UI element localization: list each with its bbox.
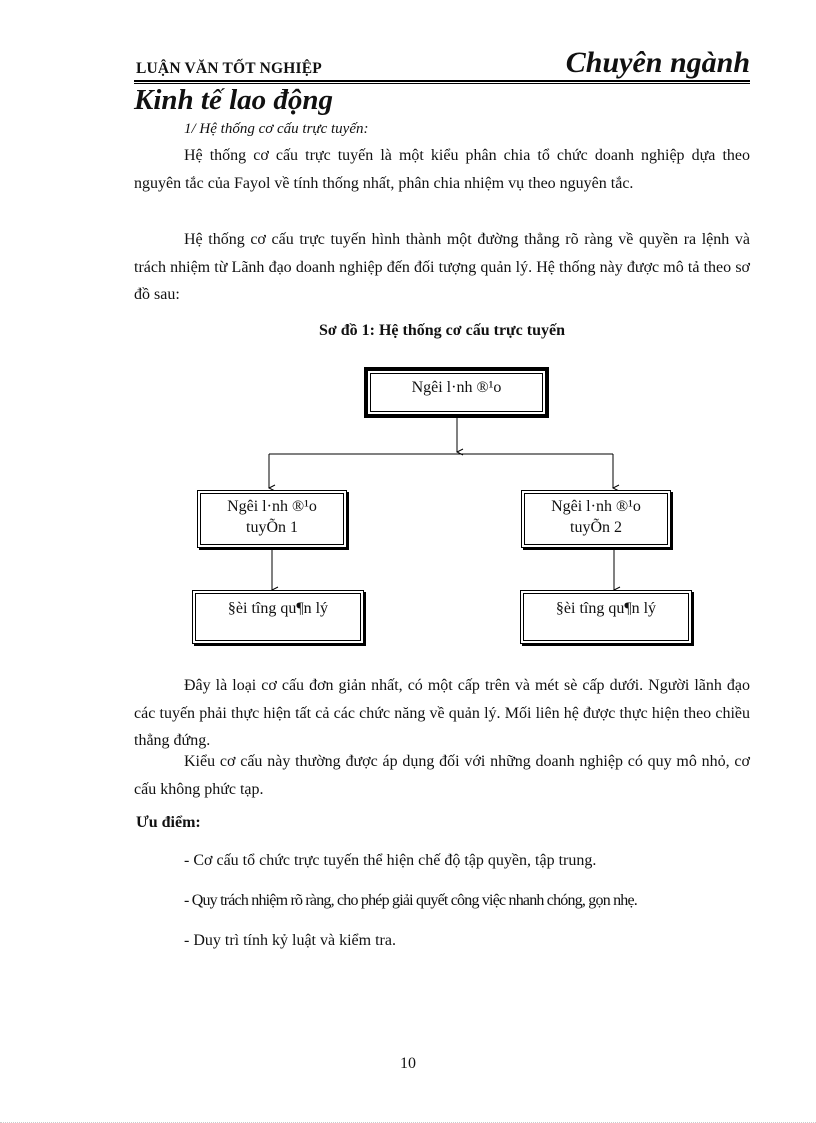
org-box-top-leader <box>364 367 549 418</box>
org-box-object1 <box>192 590 364 644</box>
paragraph-3 <box>134 672 750 755</box>
paragraph-3-text: Đây là loại cơ cấu đơn giản nhất, có một cấp trên và mét sè cấp dưới. Người lãnh đạo các tuyến phải thực hiện tất cả các chức năng về quản lý. Mối liên hệ được thực hiện theo chiều thẳng đứng. <box>134 677 750 749</box>
org-box-object1-label: §èi tîng qu¶n lý <box>227 600 329 617</box>
page-number: 10 <box>400 1055 416 1072</box>
diagram-caption: Sơ đồ 1: Hệ thống cơ cấu trực tuyến <box>319 322 565 339</box>
advantage-item: - Cơ cấu tổ chức trực tuyến thể hiện chế độ tập quyền, tập trung. <box>184 852 597 869</box>
section-title: 1/ Hệ thống cơ cấu trực tuyến: <box>184 121 369 137</box>
paragraph-1-text: Hệ thống cơ cấu trực tuyến là một kiểu phân chia tổ chức doanh nghiệp dựa theo nguyên tắc của Fayol về tính thống nhất, phân chia nhiệm vụ theo nguyên tắc. <box>134 147 750 192</box>
header-title-left: LUẬN VĂN TỐT NGHIỆP <box>136 60 322 77</box>
advantages-heading: Ưu điểm: <box>136 814 201 831</box>
header-title-right: Chuyên ngành <box>565 46 750 79</box>
org-box-line2-leader <box>521 490 671 548</box>
paragraph-2-text: Hệ thống cơ cấu trực tuyến hình thành một đường thẳng rõ ràng về quyền ra lệnh và trách nhiệm từ Lãnh đạo doanh nghiệp đến đối tượng quản lý. Hệ thống này được mô tả theo sơ đồ sau: <box>134 231 750 303</box>
advantage-item: - Duy trì tính kỷ luật và kiểm tra. <box>184 932 396 949</box>
org-box-object2 <box>520 590 692 644</box>
header-subtitle: Kinh tế lao động <box>134 84 334 116</box>
org-box-top-leader-label: Ngêi l·nh ®¹o <box>411 379 502 396</box>
paragraph-4-text: Kiểu cơ cấu này thường được áp dụng đối với những doanh nghiệp có quy mô nhỏ, cơ cấu không phức tạp. <box>134 753 750 798</box>
advantage-item: - Quy trách nhiệm rõ ràng, cho phép giải quyết công việc nhanh chóng, gọn nhẹ. <box>184 892 638 909</box>
org-box-line1-leader <box>197 490 347 548</box>
paragraph-4 <box>134 748 750 803</box>
org-box-line2-label: Ngêi l·nh ®¹o tuyÕn 2 <box>551 498 641 536</box>
org-box-object2-label: §èi tîng qu¶n lý <box>555 600 657 617</box>
org-box-line1-label: Ngêi l·nh ®¹o tuyÕn 1 <box>227 498 317 536</box>
